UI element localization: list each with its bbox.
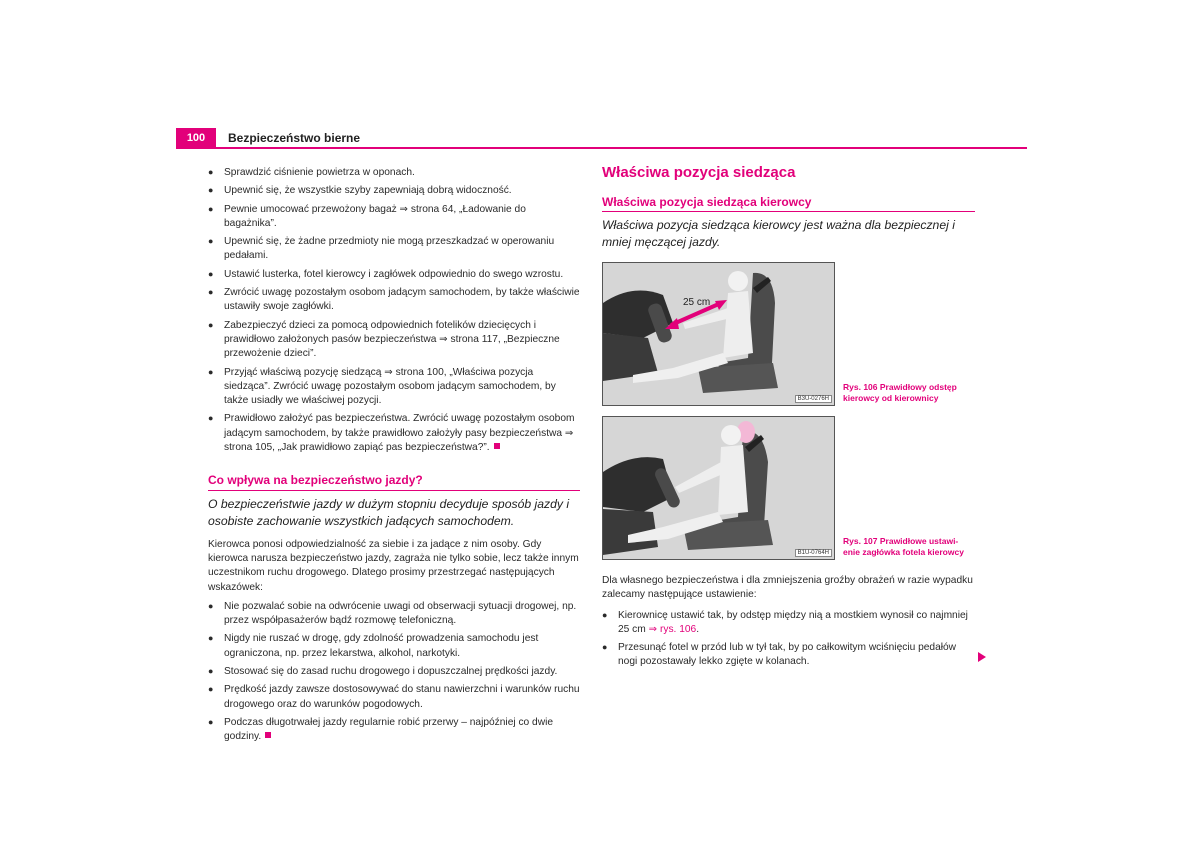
list-item: ● Przyjąć właściwą pozycję siedzącą ⇒ strona 100, „Właściwa pozycja siedząca”. Zwrócić uwagę pozostałym osobom jadącym samochodem, by także usiadły we właściwej pozycji. — [208, 366, 556, 407]
subsection-lead: Właściwa pozycja siedząca kierowcy jest ważna dla bezpiecznej i mniej męczącej jazdy. — [602, 218, 955, 249]
list-item: ● Upewnić się, że żadne przedmioty nie mogą przeszkadzać w operowaniu pedałami. — [208, 236, 555, 262]
page-title: Właściwa pozycja siedząca — [602, 164, 796, 181]
figure-caption: Rys. 106 Prawidłowy odstęp kierowcy od kierownicy — [843, 382, 957, 403]
list-item: ● Przesunąć fotel w przód lub w tył tak, by po całkowitym wciśnięciu pedałów nogi pozostawały lekko zgięte w kolanach. — [602, 642, 957, 668]
figure-code: B3U-0276H — [795, 395, 832, 403]
section-end-mark — [494, 443, 500, 449]
distance-label: 25 cm — [683, 297, 711, 308]
right-body — [602, 574, 978, 673]
list-item: ● Nigdy nie ruszać w drogę, gdy zdolność prowadzenia samochodu jest ograniczona, np. przez lekarstwa, alkohol, narkotyki. — [208, 633, 539, 659]
figure-code: B1U-0764H — [795, 549, 832, 557]
section-lead: O bezpieczeństwie jazdy w dużym stopniu decyduje sposób jazdy i osobiste zachowanie wszystkich jadących samochodem. — [208, 496, 570, 528]
figure-reference-link[interactable]: ⇒ rys. 106 — [648, 623, 697, 635]
figure-caption: Rys. 107 Prawidłowe ustawi- enie zagłówka fotela kierowcy — [843, 536, 964, 557]
list-item: ● Sprawdzić ciśnienie powietrza w oponach. — [208, 167, 415, 178]
list-item: ● Prędkość jazdy zawsze dostosowywać do stanu nawierzchni i warunków ruchu drogowego oraz do warunków pogodowych. — [208, 684, 580, 710]
section-end-mark — [265, 732, 271, 738]
section-paragraph: Kierowca ponosi odpowiedzialność za siebie i za jadące z nim osoby. Gdy kierowca narusza bezpieczeństwo jazdy, zagraża nie tylko sobie, lecz także innym uczestnikom ruchu drogowego. Dlatego prosimy przestrzegać następujących wskazówek: — [208, 538, 579, 593]
list-item: ● Stosować się do zasad ruchu drogowego i dopuszczalnej prędkości jazdy. — [208, 666, 558, 678]
section-heading: Co wpływa na bezpieczeństwo jazdy? — [208, 473, 580, 490]
page-number: 100 — [176, 128, 216, 148]
running-title: Bezpieczeństwo bierne — [228, 131, 361, 145]
headrest-illustration — [603, 417, 834, 559]
list-item: ● Zwrócić uwagę pozostałym osobom jadącym samochodem, by także właściwie ustawiły swoje zagłówki. — [208, 287, 580, 313]
header-rule — [176, 147, 1027, 149]
figure-headrest-position — [602, 416, 835, 560]
list-item: ● Ustawić lusterka, fotel kierowcy i zagłówek odpowiednio do swego wzrostu. — [208, 268, 564, 280]
list-item: ● Pewnie umocować przewożony bagaż ⇒ strona 64, „Ładowanie do bagażnika”. — [208, 203, 526, 229]
body-paragraph: Dla własnego bezpieczeństwa i dla zmniejszenia groźby obrażeń w razie wypadku zalecamy następujące ustawienie: — [602, 575, 973, 601]
seated-driver-illustration — [603, 263, 834, 405]
continue-arrow-icon — [978, 652, 986, 662]
list-item: ● Podczas długotrwałej jazdy regularnie robić przerwy – najpóźniej co dwie godziny. — [208, 716, 553, 743]
list-item: ● Prawidłowo założyć pas bezpieczeństwa. Zwrócić uwagę pozostałym osobom jadącym samochodem, by także prawidłowo założyły pasy bezpieczeństwa ⇒ strona 105, „Jak prawidłowo zapiąć pas bezpieczeństwa?”. — [208, 413, 575, 454]
list-item: ● Zabezpieczyć dzieci za pomocą odpowiednich fotelików dziecięcych i prawidłowo założonych pasów bezpieczeństwa ⇒ strona 117, „Bezpieczne przewożenie dzieci”. — [208, 319, 560, 360]
figure-steering-distance — [602, 262, 835, 406]
list-item: ● Upewnić się, że wszystkie szyby zapewniają dobrą widoczność. — [208, 185, 512, 197]
left-column — [208, 165, 580, 748]
list-item: ● Nie pozwalać sobie na odwrócenie uwagi od obserwacji sytuacji drogowej, np. przez współpasażerów bądź rozmowę telefoniczną. — [208, 600, 577, 627]
subsection-heading: Właściwa pozycja siedząca kierowcy — [602, 195, 975, 212]
list-item: ● Kierownicę ustawić tak, by odstęp między nią a mostkiem wynosił co najmniej 25 cm ⇒ rys. 106. — [602, 609, 968, 635]
